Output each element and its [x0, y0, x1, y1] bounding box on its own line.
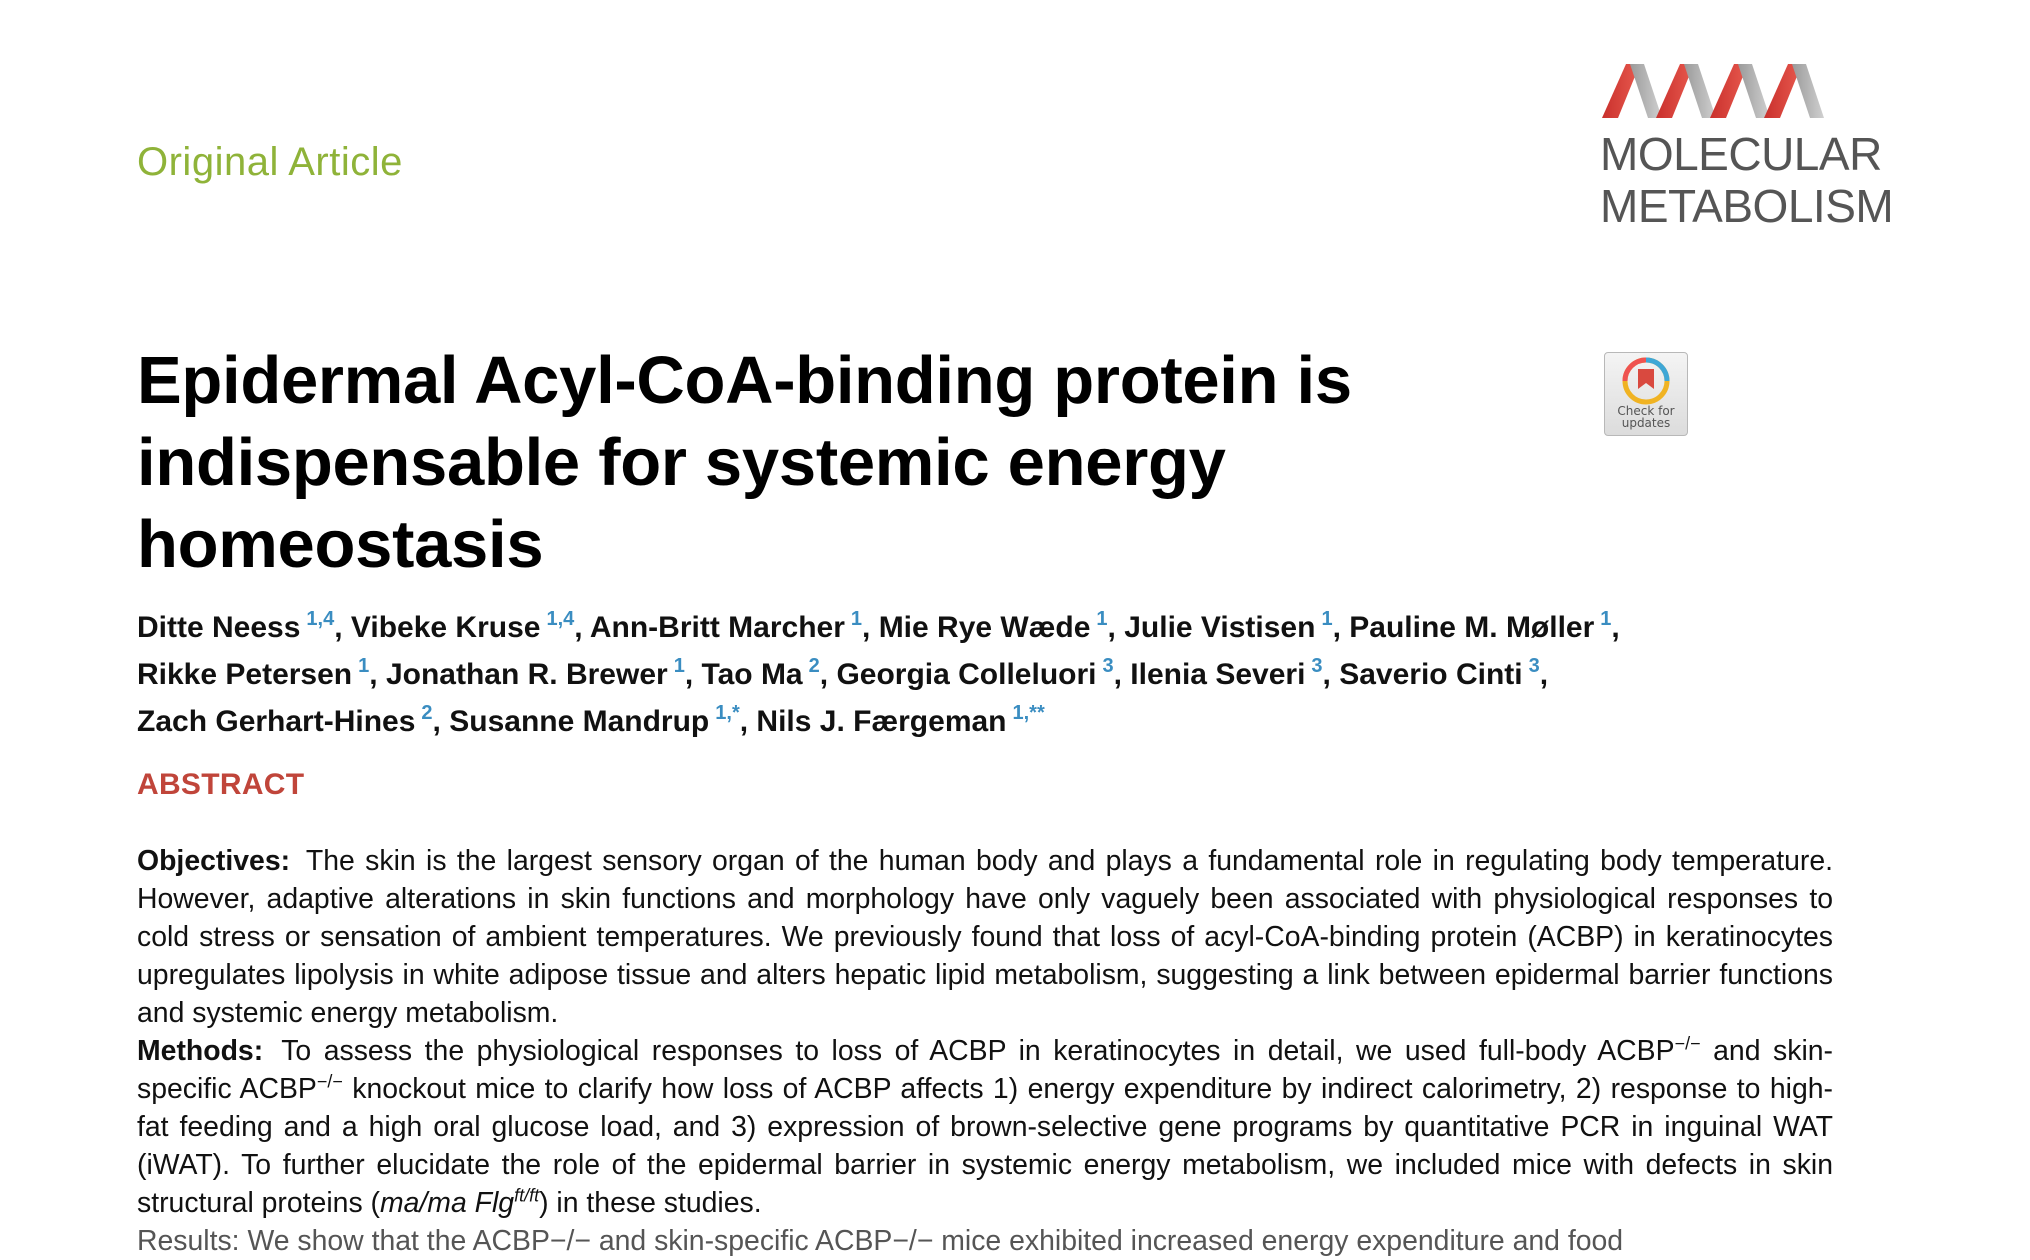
methods-text-3: knockout mice to clarify how loss of ACBP affects 1) energy expenditure by indirect calorimetry, 2) response to high-fat feeding and a high oral glucose load, and 3) expression of brown-selective gene programs by quantitative PCR in inguinal WAT (iWAT). To further elucidate the role of the epidermal barrier in systemic energy metabolism, we included mice with defects in skin structural proteins ( — [137, 1073, 1833, 1219]
author-affiliation-marker[interactable]: 1 — [358, 655, 370, 677]
methods-text-1: To assess the physiological responses to loss of ACBP in keratinocytes in detail, we used full-body ACBP — [281, 1035, 1675, 1067]
author-entry[interactable] — [449, 702, 749, 738]
author-separator: , — [1322, 658, 1331, 691]
author-affiliation-marker[interactable]: 1 — [850, 608, 862, 630]
author-name[interactable]: Susanne Mandrup — [449, 705, 710, 738]
abstract-body — [137, 842, 1833, 1260]
author-name[interactable]: Ann-Britt Marcher — [589, 611, 845, 644]
author-entry[interactable] — [137, 655, 378, 691]
check-for-updates-badge[interactable] — [1604, 352, 1688, 436]
author-name[interactable]: Saverio Cinti — [1339, 658, 1523, 691]
journal-logo-mark-icon — [1600, 60, 1828, 120]
author-separator: , — [1539, 658, 1549, 691]
crossmark-icon — [1622, 357, 1670, 405]
author-separator: , — [1113, 658, 1122, 691]
journal-name — [1600, 128, 1894, 232]
article-title: Epidermal Acyl-CoA-binding protein is indispensable for systemic energy homeostasis — [137, 343, 1352, 582]
author-affiliation-marker[interactable]: 1 — [1321, 608, 1333, 630]
author-entry[interactable] — [701, 655, 829, 691]
author-affiliation-marker[interactable]: 1 — [1600, 608, 1612, 630]
author-name[interactable]: Tao Ma — [701, 658, 803, 691]
author-name[interactable]: Zach Gerhart-Hines — [137, 705, 416, 738]
methods-sup-2: −/− — [316, 1071, 343, 1092]
abstract-heading: ABSTRACT — [137, 768, 305, 801]
author-name[interactable]: Jonathan R. Brewer — [385, 658, 668, 691]
abstract-methods — [137, 1032, 1833, 1222]
author-entry[interactable] — [137, 702, 441, 738]
author-entry[interactable] — [350, 608, 583, 644]
author-separator: , — [334, 611, 343, 644]
journal-name-line1: MOLECULAR — [1600, 128, 1882, 180]
author-separator: , — [432, 705, 441, 738]
author-list — [137, 600, 1857, 741]
author-affiliation-marker[interactable]: 2 — [421, 702, 433, 724]
methods-gene-sup: ft/ft — [514, 1185, 540, 1206]
author-separator: , — [819, 658, 829, 691]
methods-text-2: and skin-specific ACBP — [137, 1035, 1834, 1105]
journal-logo[interactable] — [1600, 60, 1894, 232]
abstract-results-fragment: Results: We show that the ACBP−/− and skin-specific ACBP−/− mice exhibited increased energy expenditure and food — [137, 1225, 1624, 1257]
author-separator: , — [574, 611, 583, 644]
abstract-objectives — [137, 842, 1833, 1032]
author-affiliation-marker[interactable]: 1,* — [715, 702, 740, 724]
methods-label: Methods: — [137, 1035, 264, 1067]
author-entry[interactable] — [385, 655, 694, 691]
author-name[interactable]: Rikke Petersen — [137, 658, 353, 691]
author-affiliation-marker[interactable]: 3 — [1528, 655, 1540, 677]
author-entry[interactable] — [1349, 608, 1620, 644]
author-entry[interactable] — [1124, 608, 1341, 644]
author-entry[interactable] — [836, 655, 1122, 691]
author-separator: , — [1107, 611, 1116, 644]
author-name[interactable]: Vibeke Kruse — [350, 611, 541, 644]
author-affiliation-marker[interactable]: 1 — [673, 655, 685, 677]
methods-sup-1: −/− — [1674, 1033, 1701, 1054]
author-separator: , — [739, 705, 749, 738]
author-entry[interactable] — [1130, 655, 1331, 691]
author-separator: , — [684, 658, 694, 691]
author-entry[interactable] — [756, 702, 1045, 738]
author-name[interactable]: Ilenia Severi — [1130, 658, 1306, 691]
author-name[interactable]: Julie Vistisen — [1124, 611, 1316, 644]
author-entry[interactable] — [878, 608, 1116, 644]
author-separator: , — [1611, 611, 1620, 644]
crossmark-line2: updates — [1621, 416, 1671, 430]
methods-text-4: ) in these studies. — [539, 1187, 762, 1219]
author-affiliation-marker[interactable]: 1,4 — [546, 608, 575, 630]
objectives-label: Objectives: — [137, 845, 291, 877]
author-affiliation-marker[interactable]: 1,4 — [306, 608, 335, 630]
author-name[interactable]: Nils J. Færgeman — [756, 705, 1007, 738]
author-separator: , — [862, 611, 871, 644]
journal-name-line2: METABOLISM — [1600, 180, 1894, 232]
author-name[interactable]: Georgia Colleluori — [836, 658, 1097, 691]
author-affiliation-marker[interactable]: 2 — [808, 655, 820, 677]
author-entry[interactable] — [589, 608, 871, 644]
author-separator: , — [1332, 611, 1341, 644]
methods-gene: ma/ma Flg — [379, 1187, 515, 1219]
author-affiliation-marker[interactable]: 1 — [1096, 608, 1108, 630]
author-affiliation-marker[interactable]: 3 — [1102, 655, 1114, 677]
author-separator: , — [369, 658, 378, 691]
author-affiliation-marker[interactable]: 3 — [1311, 655, 1323, 677]
author-entry[interactable] — [1339, 655, 1549, 691]
author-name[interactable]: Mie Rye Wæde — [878, 611, 1091, 644]
author-name[interactable]: Ditte Neess — [137, 611, 301, 644]
article-type-label: Original Article — [137, 140, 403, 184]
author-name[interactable]: Pauline M. Møller — [1349, 611, 1595, 644]
crossmark-line1: Check for — [1617, 404, 1675, 418]
objectives-text: The skin is the largest sensory organ of the human body and plays a fundamental role in regulating body temperature. However, adaptive alterations in skin functions and morphology have only vaguely been associated with physiological responses to cold stress or sensation of ambient temperatures. We previously found that loss of acyl-CoA-binding protein (ACBP) in keratinocytes upregulates lipolysis in white adipose tissue and alters hepatic lipid metabolism, suggesting a link between epidermal barrier functions and systemic energy metabolism. — [137, 845, 1833, 1029]
author-affiliation-marker[interactable]: 1,** — [1012, 702, 1045, 724]
author-entry[interactable] — [137, 608, 343, 644]
